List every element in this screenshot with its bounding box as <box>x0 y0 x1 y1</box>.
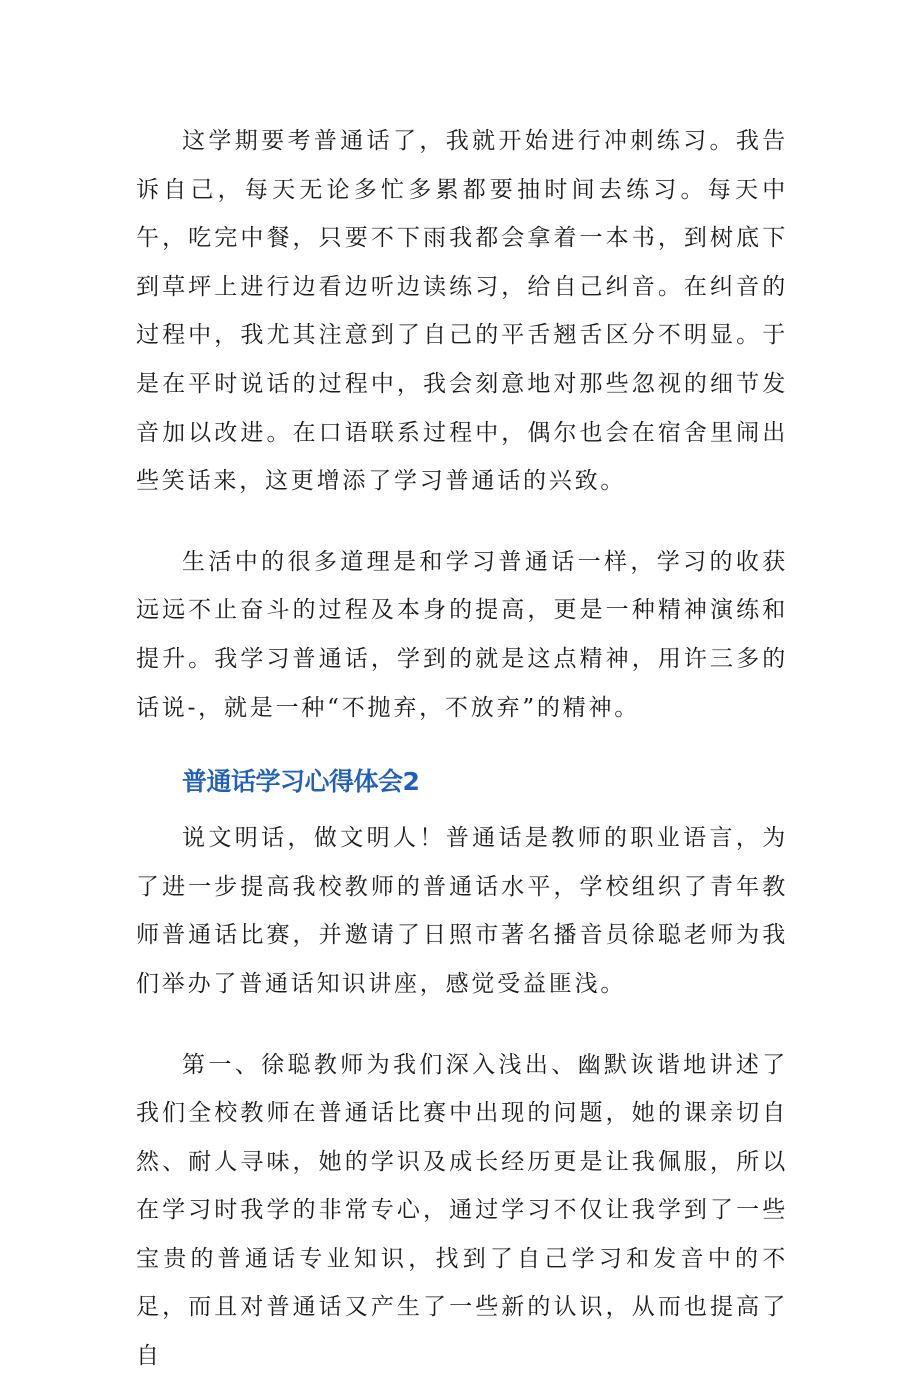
paragraph-lecture-intro: 说文明话，做文明人！普通话是教师的职业语言，为了进一步提高我校教师的普通话水平，学校组织了青年教师普通话比赛，并邀请了日照市著名播音员徐聪老师为我们举办了普通话知识讲座，感觉受益匪浅。 <box>136 825 788 997</box>
paragraph-life-lessons: 生活中的很多道理是和学习普通话一样，学习的收获远远不止奋斗的过程及本身的提高，更是一种精神演练和提升。我学习普通话，学到的就是这点精神，用许三多的话说-，就是一种“不抛弃，不放弃”的精神。 <box>136 548 788 721</box>
paragraph-first-point: 第一、徐聪教师为我们深入浅出、幽默诙谐地讲述了我们全校教师在普通话比赛中出现的问题，她的课亲切自然、耐人寻味，她的学识及成长经历更是让我佩服，所以在学习时我学的非常专心，通过学习不仅让我学到了一些宝贵的普通话专业知识，找到了自己学习和发音中的不足，而且对普通话又产生了一些新的认识，从而也提高了自 <box>136 1051 788 1370</box>
document-body <box>136 117 788 1381</box>
paragraph-spacer <box>136 1009 788 1041</box>
paragraph-spacer <box>136 506 788 538</box>
paragraph-practice: 这学期要考普通话了，我就开始进行冲刺练习。我告诉自己，每天无论多忙多累都要抽时间去练习。每天中午，吃完中餐，只要不下雨我都会拿着一本书，到树底下到草坪上进行边看边听边读练习，给自己纠音。在纠音的过程中，我尤其注意到了自己的平舌翘舌区分不明显。于是在平时说话的过程中，我会刻意地对那些忽视的细节发音加以改进。在口语联系过程中，偶尔也会在宿舍里闹出些笑话来，这更增添了学习普通话的兴致。 <box>136 128 788 495</box>
heading-spacer <box>136 800 788 814</box>
paragraph-spacer <box>136 732 788 764</box>
section-heading: 普通话学习心得体会2 <box>182 767 420 797</box>
